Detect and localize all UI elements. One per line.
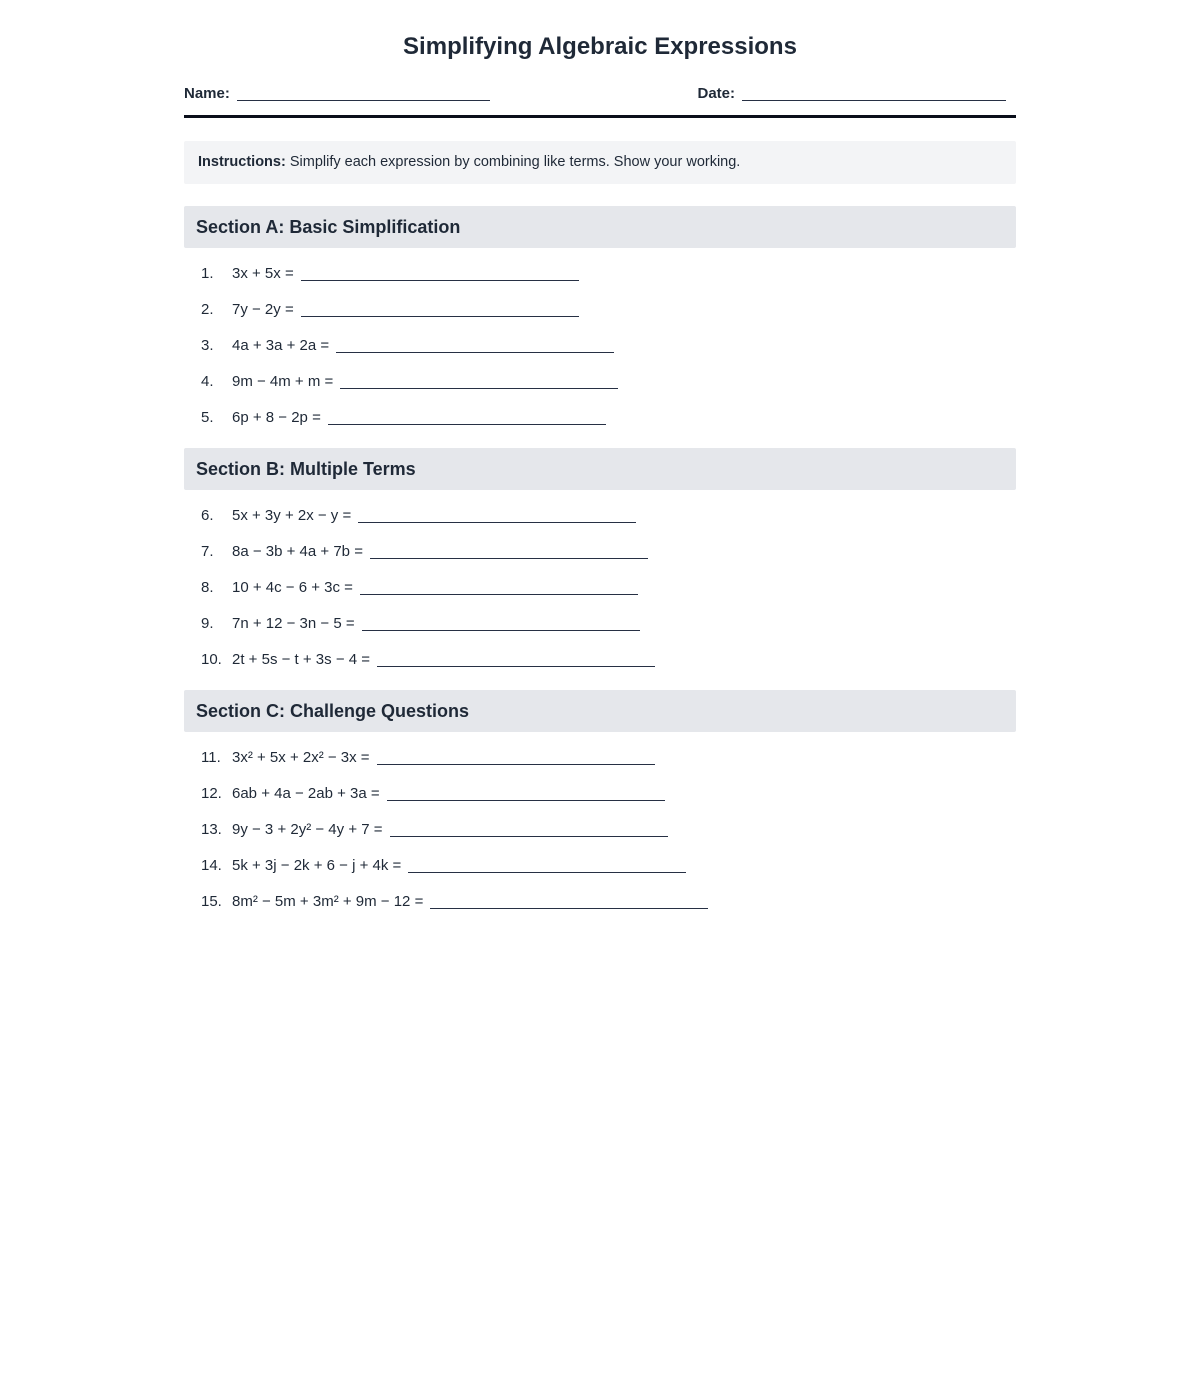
problem-expression: 10 + 4c − 6 + 3c = <box>232 579 353 596</box>
answer-blank <box>328 424 606 425</box>
answer-blank <box>430 908 708 909</box>
problem-expression: 7n + 12 − 3n − 5 = <box>232 615 355 632</box>
problem-expression: 2t + 5s − t + 3s − 4 = <box>232 651 371 668</box>
problem-number: 1. <box>201 265 214 282</box>
problem-row <box>201 822 1016 838</box>
date-field <box>697 85 1006 102</box>
problem-expression: 8a − 3b + 4a + 7b = <box>232 543 363 560</box>
problem-row <box>201 410 1016 426</box>
answer-blank <box>390 836 668 837</box>
problem-expression: 6p + 8 − 2p = <box>232 409 321 426</box>
problem-number: 7. <box>201 543 214 560</box>
problem-number: 15. <box>201 893 222 910</box>
date-label: Date: <box>697 85 735 102</box>
problem-expression: 6ab + 4a − 2ab + 3a = <box>232 785 380 802</box>
problem-number: 12. <box>201 785 222 802</box>
answer-blank <box>301 316 579 317</box>
name-label: Name: <box>184 85 230 102</box>
header-divider-rule <box>184 115 1016 118</box>
problem-expression: 3x + 5x = <box>232 265 294 282</box>
problem-expression: 9y − 3 + 2y² − 4y + 7 = <box>232 821 383 838</box>
section-b <box>184 448 1016 668</box>
problem-row <box>201 858 1016 874</box>
worksheet-page <box>184 0 1016 910</box>
problem-row <box>201 652 1016 668</box>
section-a-heading: Section A: Basic Simplification <box>184 206 1016 248</box>
page-title: Simplifying Algebraic Expressions <box>403 33 797 60</box>
problem-number: 11. <box>201 749 221 766</box>
problem-expression: 3x² + 5x + 2x² − 3x = <box>232 749 370 766</box>
problem-row <box>201 302 1016 318</box>
problem-number: 2. <box>201 301 214 318</box>
problem-row <box>201 508 1016 524</box>
problem-number: 13. <box>201 821 222 838</box>
answer-blank <box>358 522 636 523</box>
answer-blank <box>362 630 640 631</box>
problem-row <box>201 616 1016 632</box>
problem-expression: 5k + 3j − 2k + 6 − j + 4k = <box>232 857 402 874</box>
answer-blank <box>336 352 614 353</box>
section-c-heading: Section C: Challenge Questions <box>184 690 1016 732</box>
problem-number: 9. <box>201 615 214 632</box>
instructions-label: Instructions: <box>198 154 286 170</box>
problem-expression: 9m − 4m + m = <box>232 373 334 390</box>
problem-number: 10. <box>201 651 222 668</box>
problem-expression: 5x + 3y + 2x − y = <box>232 507 352 524</box>
problem-row <box>201 894 1016 910</box>
problem-number: 3. <box>201 337 214 354</box>
instructions-box <box>184 141 1016 184</box>
name-date-row <box>184 85 1016 102</box>
problem-number: 8. <box>201 579 214 596</box>
problem-row <box>201 374 1016 390</box>
problem-number: 5. <box>201 409 214 426</box>
problem-expression: 4a + 3a + 2a = <box>232 337 330 354</box>
answer-blank <box>340 388 618 389</box>
answer-blank <box>301 280 579 281</box>
problem-row <box>201 266 1016 282</box>
answer-blank <box>408 872 686 873</box>
problem-row <box>201 750 1016 766</box>
answer-blank <box>377 764 655 765</box>
problem-row <box>201 338 1016 354</box>
date-blank-line <box>742 100 1006 101</box>
answer-blank <box>377 666 655 667</box>
section-b-problems <box>184 490 1016 668</box>
problem-number: 14. <box>201 857 222 874</box>
problem-row <box>201 544 1016 560</box>
section-b-heading: Section B: Multiple Terms <box>184 448 1016 490</box>
instructions-text: Simplify each expression by combining like terms. Show your working. <box>289 154 741 170</box>
section-c <box>184 690 1016 910</box>
answer-blank <box>370 558 648 559</box>
problem-number: 4. <box>201 373 214 390</box>
problem-expression: 8m² − 5m + 3m² + 9m − 12 = <box>232 893 424 910</box>
problem-row <box>201 786 1016 802</box>
section-a <box>184 206 1016 426</box>
problem-row <box>201 580 1016 596</box>
problem-expression: 7y − 2y = <box>232 301 294 318</box>
name-blank-line <box>237 100 490 101</box>
section-c-problems <box>184 732 1016 910</box>
answer-blank <box>360 594 638 595</box>
problem-number: 6. <box>201 507 214 524</box>
name-field <box>184 85 490 102</box>
answer-blank <box>387 800 665 801</box>
section-a-problems <box>184 248 1016 426</box>
